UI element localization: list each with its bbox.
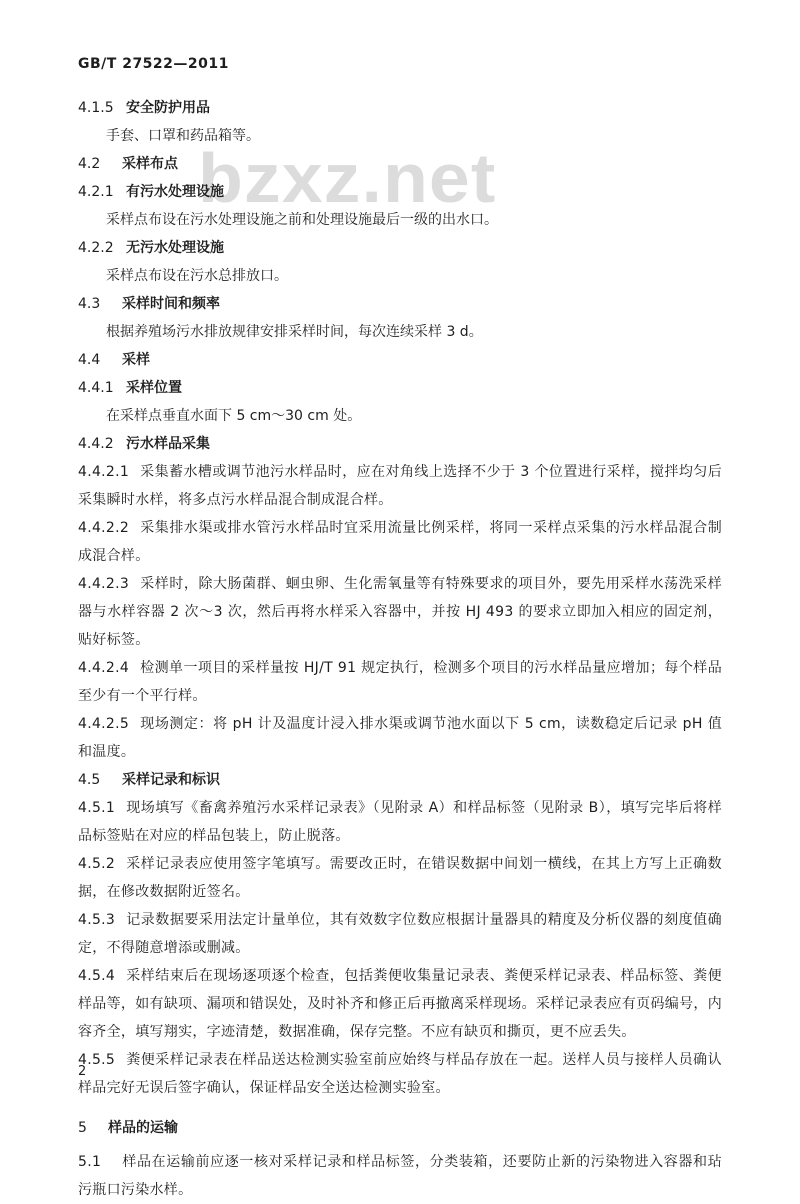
section-body: 手套、口罩和药品箱等。: [106, 128, 260, 144]
paragraph-4-4-2-4: [78, 654, 722, 710]
paragraph-text: 现场测定：将 pH 计及温度计浸入排水渠或调节池水面以下 5 cm，读数稳定后记录 pH 值和温度。: [78, 716, 722, 760]
paragraph-5-1: [78, 1148, 722, 1204]
paragraph-4-5-1: [78, 794, 722, 850]
section-number: 4.5.1: [78, 800, 116, 816]
section-number: 4.1.5: [78, 100, 114, 116]
paragraph-4-5-3: [78, 906, 722, 962]
section-number: 5.1: [78, 1154, 102, 1170]
section-title: 采样位置: [126, 380, 182, 396]
section-number: 4.4.2.1: [78, 464, 130, 480]
paragraph-text: 采样结束后在现场逐项逐个检查，包括粪便收集量记录表、粪便采样记录表、样品标签、粪便样品等，如有缺项、漏项和错误处，及时补齐和修正后再撤离采样现场。采样记录表应有页码编号，内容齐全，填写翔实，字迹清楚，数据准确，保存完整。不应有缺页和撕页，更不应丢失。: [78, 968, 722, 1040]
section-number: 4.4.2.3: [78, 576, 130, 592]
section-number: 4.5.3: [78, 912, 116, 928]
section-number: 4.5: [78, 772, 101, 788]
section-title: 采样布点: [122, 156, 178, 172]
paragraph-text: 记录数据要采用法定计量单位，其有效数字位数应根据计量器具的精度及分析仪器的刻度值确定，不得随意增添或删减。: [78, 912, 722, 956]
heading-4-4-2: [78, 430, 722, 458]
section-title: 样品的运输: [108, 1120, 178, 1136]
paragraph-text: 检测单一项目的采样量按 HJ/T 91 规定执行，检测多个项目的污水样品量应增加；每个样品至少有一个平行样。: [78, 660, 722, 704]
section-number: 4.4.2: [78, 436, 114, 452]
section-number: 4.4: [78, 352, 101, 368]
paragraph-text: 粪便采样记录表在样品送达检测实验室前应始终与样品存放在一起。送样人员与接样人员确认样品完好无误后签字确认，保证样品安全送达检测实验室。: [78, 1052, 722, 1096]
heading-4-2-2: [78, 234, 722, 262]
paragraph-text: 采集排水渠或排水管污水样品时宜采用流量比例采样，将同一采样点采集的污水样品混合制成混合样。: [78, 520, 722, 564]
section-body: 采样点布设在污水处理设施之前和处理设施最后一级的出水口。: [106, 212, 498, 228]
standard-code: GB/T 27522—2011: [78, 56, 229, 72]
section-title: 无污水处理设施: [126, 240, 224, 256]
heading-4-4: [78, 346, 722, 374]
document-body: [78, 94, 722, 1204]
section-title: 有污水处理设施: [126, 184, 224, 200]
section-body: 采样点布设在污水总排放口。: [106, 268, 288, 284]
paragraph-4-4-2-1: [78, 458, 722, 514]
paragraph-text: 现场填写《畜禽养殖污水采样记录表》（见附录 A）和样品标签（见附录 B），填写完毕后将样品标签贴在对应的样品包装上，防止脱落。: [78, 800, 722, 844]
paragraph-4-5-4: [78, 962, 722, 1046]
section-number: 4.5.4: [78, 968, 116, 984]
section-title: 采样: [122, 352, 150, 368]
section-body: 在采样点垂直水面下 5 cm～30 cm 处。: [106, 408, 362, 424]
heading-4-2: [78, 150, 722, 178]
paragraph-4-4-2-2: [78, 514, 722, 570]
section-body: 根据养殖场污水排放规律安排采样时间，每次连续采样 3 d。: [106, 324, 483, 340]
section-number: 4.5.2: [78, 856, 116, 872]
watermark: bzxz.net: [198, 139, 497, 217]
paragraph-4-4-2-5: [78, 710, 722, 766]
section-title: 采样记录和标识: [122, 772, 220, 788]
section-title: 污水样品采集: [126, 436, 210, 452]
paragraph-4-5-5: [78, 1046, 722, 1102]
section-number: 5: [78, 1120, 87, 1136]
paragraph-text: 样品在运输前应逐一核对采样记录和样品标签，分类装箱，还要防止新的污染物进入容器和玷污瓶口污染水样。: [78, 1154, 722, 1198]
section-number: 4.3: [78, 296, 101, 312]
section-number: 4.2.1: [78, 184, 114, 200]
heading-4-4-1: [78, 374, 722, 402]
page-number: 2: [78, 1064, 87, 1079]
section-number: 4.5.5: [78, 1052, 116, 1068]
paragraph-4-4-2-3: [78, 570, 722, 654]
heading-5: [78, 1114, 722, 1142]
paragraph-text: 采样时，除大肠菌群、蛔虫卵、生化需氧量等有特殊要求的项目外，要先用采样水荡洗采样器与水样容器 2 次～3 次，然后再将水样采入容器中，并按 HJ 493 的要求立即加入相应的固定剂，贴好标签。: [78, 576, 722, 648]
section-title: 采样时间和频率: [122, 296, 220, 312]
section-number: 4.4.2.5: [78, 716, 130, 732]
section-number: 4.2: [78, 156, 101, 172]
heading-4-3: [78, 290, 722, 318]
section-number: 4.2.2: [78, 240, 114, 256]
paragraph-text: 采集蓄水槽或调节池污水样品时，应在对角线上选择不少于 3 个位置进行采样，搅拌均匀后采集瞬时水样，将多点污水样品混合制成混合样。: [78, 464, 722, 508]
paragraph-text: 采样记录表应使用签字笔填写。需要改正时，在错误数据中间划一横线，在其上方写上正确数据，在修改数据附近签名。: [78, 856, 722, 900]
section-number: 4.4.2.2: [78, 520, 130, 536]
section-number: 4.4.2.4: [78, 660, 130, 676]
heading-4-1-5: [78, 94, 722, 122]
section-number: 4.4.1: [78, 380, 114, 396]
heading-4-2-1: [78, 178, 722, 206]
section-title: 安全防护用品: [126, 100, 210, 116]
paragraph-4-5-2: [78, 850, 722, 906]
heading-4-5: [78, 766, 722, 794]
